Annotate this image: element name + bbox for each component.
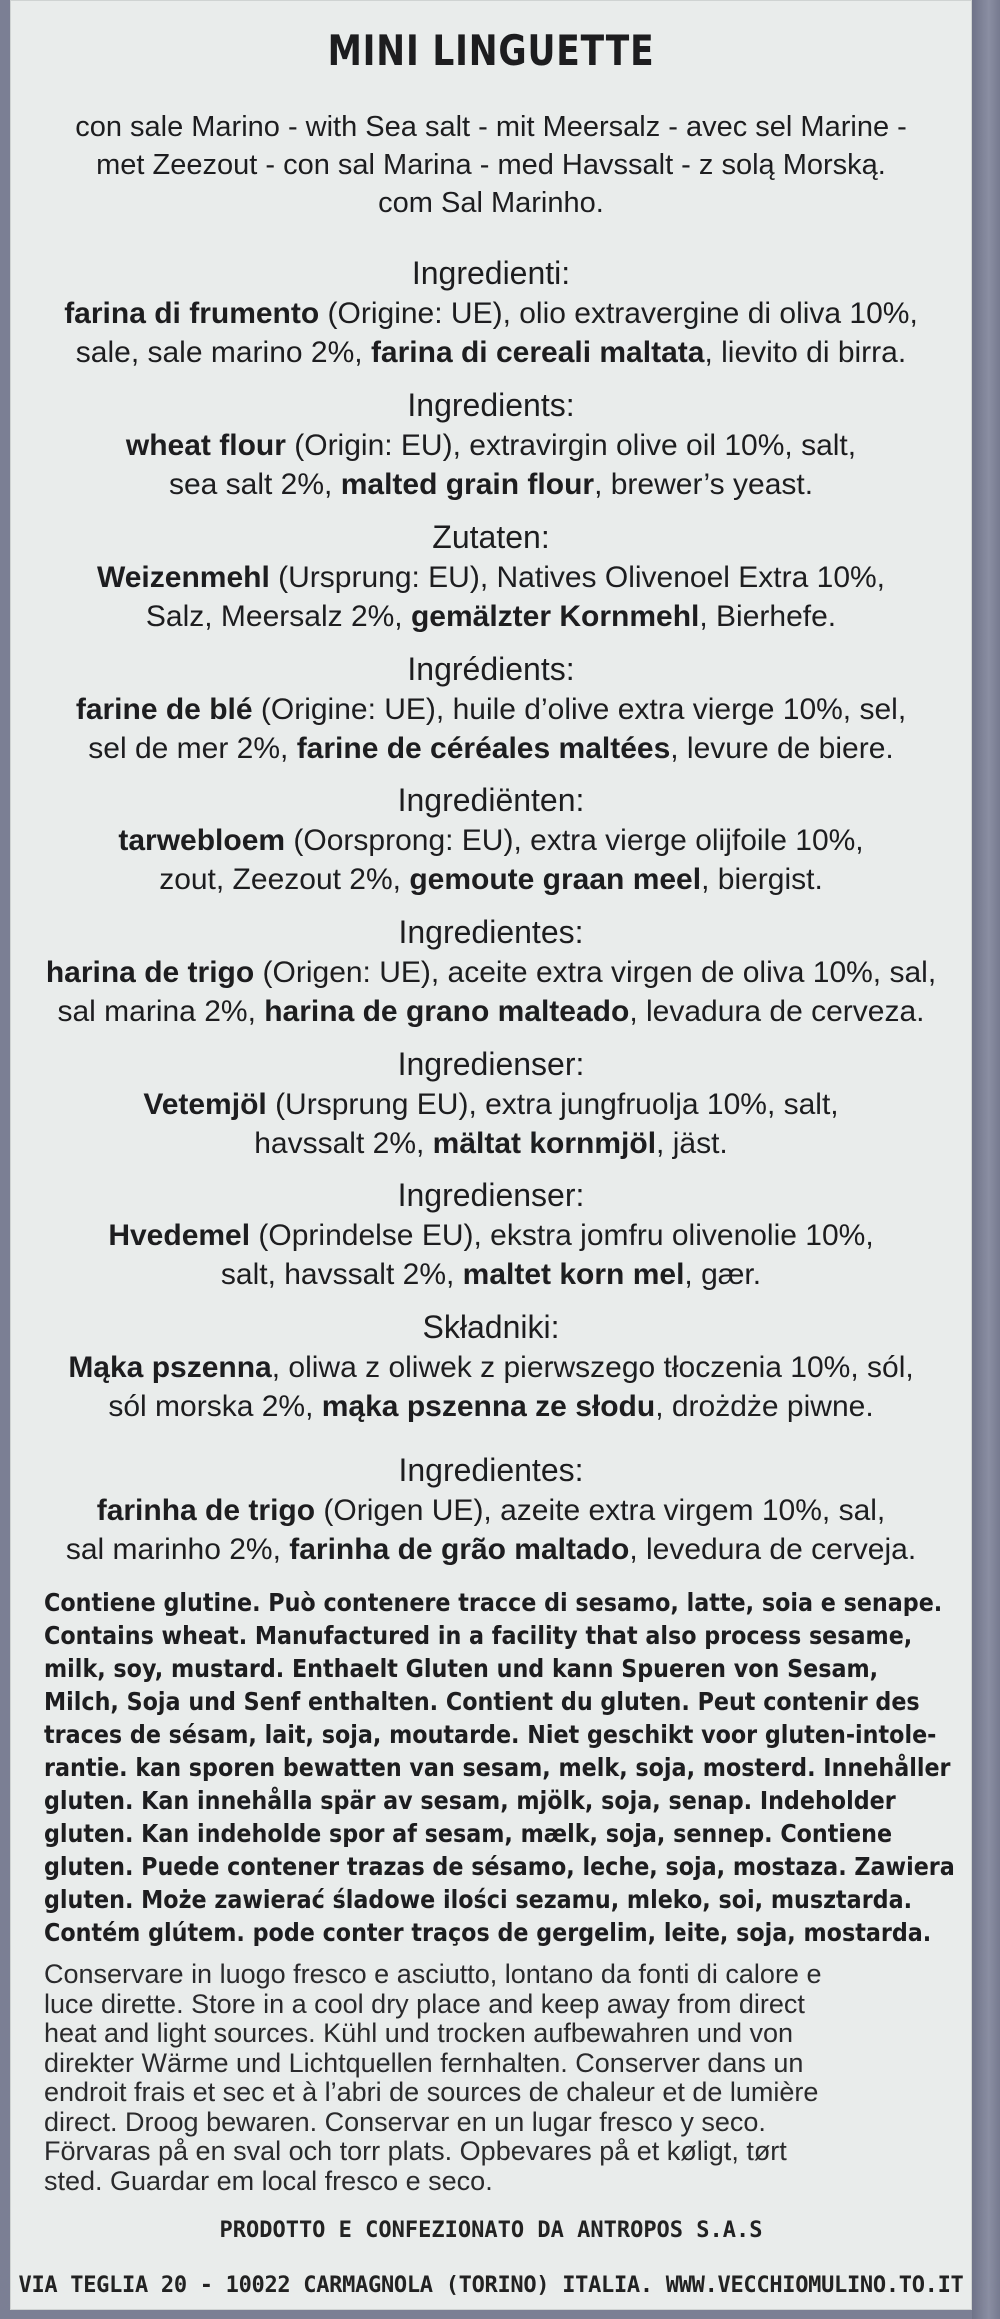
producer-line: PRODOTTO E CONFEZIONATO DA ANTROPOS S.A.S: [219, 2218, 763, 2243]
storage-line: endroit frais et sec et à l’abri de sources de chaleur et de lumière: [44, 2077, 819, 2107]
salt-description: [30, 108, 952, 222]
ingredients-french: [20, 648, 962, 768]
text-regular: , brewer’s yeast.: [594, 468, 814, 501]
text-bold: maltet korn mel: [462, 1258, 685, 1291]
text-regular: , drożdże piwne.: [655, 1390, 874, 1423]
text-bold: mąka pszenna ze słodu: [321, 1390, 656, 1423]
text-bold: farine de céréales maltées: [296, 732, 671, 765]
ingredients-polish: [20, 1306, 962, 1426]
ingredient-line: [20, 1348, 962, 1387]
text-bold: harina de trigo: [45, 956, 255, 989]
ingredient-line: [20, 1255, 962, 1294]
storage-line: Förvaras på en sval och torr plats. Opbevares på et køligt, tørt: [44, 2136, 787, 2166]
text-regular: , lievito di birra.: [704, 336, 907, 369]
section-heading: Ingredientes:: [398, 914, 584, 950]
section-heading: Ingredienser:: [397, 1046, 585, 1082]
text-bold: malted grain flour: [340, 468, 595, 501]
ingredient-line: [20, 1387, 962, 1426]
ingredient-line: [20, 860, 962, 899]
text-regular: (Origen: UE), aceite extra virgen de oliva 10%, sal,: [254, 956, 937, 989]
text-bold: wheat flour: [125, 429, 286, 462]
ingredients-english: [20, 384, 962, 504]
text-bold: farina di cereali maltata: [370, 336, 705, 369]
text-regular: (Ursprung EU), extra jungfruolja 10%, salt,: [266, 1088, 839, 1121]
text-regular: , levedura de cerveja.: [629, 1533, 917, 1566]
ingredient-line: [20, 333, 962, 372]
label-panel: [10, 0, 972, 2310]
ingredients-danish: [20, 1174, 962, 1294]
ingredients-dutch: [20, 779, 962, 899]
section-heading: Ingrediënten:: [397, 782, 585, 818]
text-bold: Mąka pszenna: [68, 1351, 272, 1384]
section-heading: Ingrédients:: [407, 651, 575, 687]
allergen-line: Milch, Soja und Senf enthalten. Contient du gluten. Peut contenir des: [44, 1687, 920, 1716]
text-bold: Vetemjöl: [143, 1088, 267, 1121]
storage-line: heat and light sources. Kühl und trocken aufbewahren und von: [44, 2018, 794, 2048]
allergen-line: gluten. Kan innehålla spär av sesam, mjölk, soja, senap. Indeholder: [44, 1786, 896, 1815]
allergen-line: rantie. kan sporen bewatten van sesam, melk, soja, mosterd. Innehåller: [44, 1753, 951, 1782]
section-heading: Ingredienser:: [397, 1177, 585, 1213]
section-heading: Ingredients:: [407, 387, 575, 423]
section-heading: Składniki:: [422, 1309, 560, 1345]
text-bold: Weizenmehl: [96, 561, 270, 594]
ingredient-line: [20, 1085, 962, 1124]
ingredients-german: [20, 516, 962, 636]
intro-line: com Sal Marinho.: [378, 187, 604, 219]
storage-line: direct. Droog bewaren. Conservar en un lugar fresco y seco.: [44, 2106, 766, 2137]
text-regular: , levadura de cerveza.: [629, 995, 925, 1028]
ingredient-line: [20, 1216, 962, 1255]
text-regular: sel de mer 2%,: [88, 732, 297, 765]
text-regular: sale, sale marino 2%,: [75, 336, 371, 369]
text-bold: gemoute graan meel: [409, 863, 702, 896]
text-bold: tarwebloem: [118, 824, 286, 857]
storage-line: Conservare in luogo fresco e asciutto, lontano da fonti di calore e: [44, 1959, 822, 1989]
package-edge: [972, 0, 1000, 2319]
text-regular: (Oorsprong: EU), extra vierge olijfoile 10%,: [285, 824, 864, 857]
ingredient-line: [20, 953, 962, 992]
ingredient-line: [20, 821, 962, 860]
allergen-line: Contém glútem. pode conter traços de gergelim, leite, soja, mostarda.: [44, 1918, 932, 1947]
intro-line: con sale Marino - with Sea salt - mit Meersalz - avec sel Marine -: [75, 111, 907, 143]
text-regular: (Origine: UE), huile d’olive extra vierge 10%, sel,: [252, 693, 907, 726]
text-bold: Hvedemel: [108, 1219, 251, 1252]
section-heading: Zutaten:: [432, 519, 550, 555]
text-regular: , oliwa z oliwek z pierwszego tłoczenia 10%, sól,: [271, 1351, 914, 1384]
text-regular: zout, Zeezout 2%,: [159, 863, 410, 896]
text-regular: , gær.: [684, 1258, 762, 1291]
text-regular: (Origin: EU), extravirgin olive oil 10%, salt,: [285, 429, 857, 462]
text-regular: (Oprindelse EU), ekstra jomfru olivenolie 10%,: [250, 1219, 874, 1252]
allergen-line: gluten. Kan indeholde spor af sesam, mælk, soja, sennep. Contiene: [44, 1819, 893, 1848]
text-bold: mältat kornmjöl: [432, 1127, 657, 1160]
ingredient-line: [20, 597, 962, 636]
section-heading: Ingredientes:: [398, 1452, 584, 1488]
ingredients-portuguese: [20, 1449, 962, 1569]
ingredients-spanish: [20, 911, 962, 1031]
text-regular: , jäst.: [656, 1127, 728, 1160]
text-regular: , biergist.: [701, 863, 823, 896]
allergen-line: traces de sésam, lait, soja, moutarde. Niet geschikt voor gluten-intole-: [44, 1720, 937, 1749]
text-regular: salt, havssalt 2%,: [220, 1258, 463, 1291]
allergen-statement: [44, 1586, 955, 1949]
allergen-line: Contiene glutine. Può contenere tracce di sesamo, latte, soia e senape.: [44, 1588, 943, 1617]
allergen-line: gluten. Puede contener trazas de sésamo, leche, soja, mostaza. Zawiera: [44, 1852, 955, 1881]
product-title: MINI LINGUETTE: [327, 26, 655, 75]
storage-instructions: [44, 1960, 964, 2196]
ingredients-italian: [20, 252, 962, 372]
text-regular: sal marina 2%,: [57, 995, 265, 1028]
allergen-line: milk, soy, mustard. Enthaelt Gluten und kann Spueren von Sesam,: [44, 1654, 879, 1683]
address-line: VIA TEGLIA 20 - 10022 CARMAGNOLA (TORINO) ITALIA. WWW.VECCHIOMULINO.TO.IT: [18, 2273, 964, 2298]
ingredients-swedish: [20, 1043, 962, 1163]
text-regular: sól morska 2%,: [108, 1390, 322, 1423]
storage-line: sted. Guardar em local fresco e seco.: [44, 2165, 493, 2196]
text-regular: , levure de biere.: [670, 732, 894, 765]
text-bold: farina di frumento: [64, 297, 320, 330]
ingredient-line: [20, 690, 962, 729]
text-regular: , Bierhefe.: [699, 600, 837, 633]
storage-line: direkter Wärme und Lichtquellen fernhalten. Conserver dans un: [44, 2047, 804, 2078]
ingredient-line: [20, 1124, 962, 1163]
text-bold: farine de blé: [75, 693, 253, 726]
ingredient-line: [20, 558, 962, 597]
text-regular: sal marinho 2%,: [65, 1533, 290, 1566]
text-regular: havssalt 2%,: [254, 1127, 433, 1160]
ingredient-line: [20, 465, 962, 504]
ingredient-line: [20, 426, 962, 465]
section-heading: Ingredienti:: [411, 255, 571, 291]
text-bold: gemälzter Kornmehl: [410, 600, 700, 633]
intro-line: met Zeezout - con sal Marina - med Havssalt - z solą Morską.: [96, 149, 886, 181]
ingredient-line: [20, 729, 962, 768]
storage-line: luce dirette. Store in a cool dry place and keep away from direct: [44, 1988, 805, 2019]
text-regular: Salz, Meersalz 2%,: [145, 600, 411, 633]
text-regular: (Origine: UE), olio extravergine di oliva 10%,: [319, 297, 918, 330]
text-regular: sea salt 2%,: [168, 468, 341, 501]
text-bold: farinha de trigo: [96, 1494, 316, 1527]
text-bold: farinha de grão maltado: [289, 1533, 630, 1566]
text-regular: (Origen UE), azeite extra virgem 10%, sal,: [315, 1494, 886, 1527]
ingredient-line: [20, 1491, 962, 1530]
allergen-line: Contains wheat. Manufactured in a facility that also process sesame,: [44, 1621, 913, 1650]
text-regular: (Ursprung: EU), Natives Olivenoel Extra 10%,: [269, 561, 886, 594]
ingredient-line: [20, 1530, 962, 1569]
allergen-line: gluten. Może zawierać śladowe ilości sezamu, mleko, soi, musztarda.: [44, 1885, 913, 1914]
ingredient-line: [20, 992, 962, 1031]
ingredient-line: [20, 294, 962, 333]
text-bold: harina de grano malteado: [264, 995, 630, 1028]
